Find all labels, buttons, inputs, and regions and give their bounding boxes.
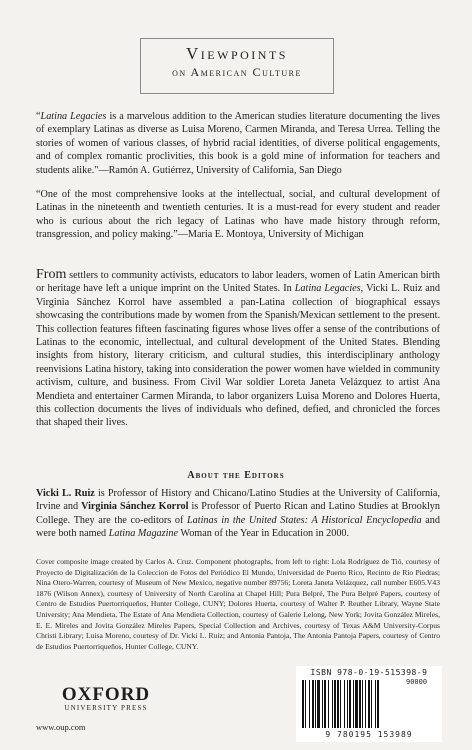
editors-magazine: Latina Magazine — [108, 528, 179, 540]
barcode-addon: 90000 — [406, 678, 428, 686]
barcode-bar — [365, 680, 366, 728]
editors-book-title: Latinas in the United States: A Historical Encyclopedia — [187, 514, 422, 526]
barcode-bar — [340, 680, 341, 728]
barcode-bar — [337, 680, 339, 728]
barcode-bar — [302, 680, 304, 728]
blurb-title: Latina Legacies — [40, 111, 107, 122]
barcode-bar — [355, 680, 358, 728]
barcode-bar — [362, 680, 363, 728]
publisher-url: www.oup.com — [36, 722, 86, 732]
barcode-bar — [344, 680, 345, 728]
description-title: Latina Legacies, — [294, 283, 364, 295]
barcode-bar — [312, 680, 314, 728]
barcode-bar — [347, 680, 348, 728]
barcode-bar — [324, 680, 326, 728]
series-subtitle: on American Culture — [172, 65, 302, 79]
barcode-bar — [334, 680, 336, 728]
barcode-bar — [309, 680, 310, 728]
publisher-logo — [36, 684, 176, 712]
barcode-bars — [302, 680, 402, 730]
editors-text-3: and were both named — [36, 514, 440, 540]
editors-heading: About the Editors — [187, 470, 285, 481]
open-quote: “ — [36, 111, 41, 122]
barcode-bar — [317, 680, 320, 728]
publisher-name: OXFORD — [61, 684, 151, 705]
barcode-bar — [371, 680, 372, 728]
barcode-bar — [375, 680, 376, 728]
barcode-bar — [353, 680, 354, 728]
barcode-bar — [305, 680, 306, 728]
blurb-montoya: “One of the most comprehensive looks at the intellectual, social, and cultural development of Latinas in the nineteenth and twentieth centuries. It is a must-read for every student and reader who is curious about the rich legacy of Latinas who have made history through reform, transgression, and policy making.”—Maria E. Montoya, University of Michigan — [36, 189, 440, 241]
description-lead: From — [36, 267, 67, 282]
barcode-bar — [349, 680, 351, 728]
isbn-text: ISBN 978-0-19-515398-9 — [310, 668, 428, 677]
editors-text-1: is Professor of History and Chicano/Latino Studies at the University of California, Irvine and — [36, 488, 440, 513]
description-part1: settlers to community activists, educators to labor leaders, women of Latin American birth or heritage have left a unique imprint on the United States. In — [36, 270, 440, 295]
cover-credits: Cover composite image created by Carlos A. Cruz. Component photographs, from left to right: Lola Rodríguez de Tió, courtesy of Proyecto de Digitalización de la Coleccion de Fotos del Periódico El Mundo, Universidad de Puerto Rico, Recinto de Río Piedras; Nina Otero-Warren, courtesy of Museum of New Mexico, negative number 89756; Loreta Janeta Velázquez, call number E605.V43 1876 (Wilson Annex), courtesy of University of North Carolina at Chapel Hill; Pura Belpré, The Pura Belpré Papers, courtesy of Centro de Estudios Puertorriqueños, Hunter College, CUNY; Dolores Huerta, courtesy of Walter P. Reuther Library, Wayne State University; Ana Mendieta, The Estate of Ana Mendieta Collection, courtesy of Galerie Lelong, New York; Jovita González Mireles, E. E. Mireles and Jovita González Mireles Papers, Special Collection and Archives, courtesy of Texas A&M University-Corpus Christi Library; Luisa Moreno, courtesy of Dr. Vicki L. Ruiz; and Antonia Pantoja, The Antonia Pantoja Papers, courtesy of Centro de Estudios Puertorriqueños, Hunter College, CUNY. — [36, 557, 440, 651]
editors-text-2: is Professor of Puerto Rican and Latino Studies at Brooklyn College. They are the co-editors of — [36, 501, 440, 526]
barcode-bar — [377, 680, 379, 728]
description-part2: Vicki L. Ruiz and Virginia Sánchez Korrol have assembled a pan-Latina collection of biographical essays showcasing the contributions made by women from the Spanish/Mexican settlement to the present. This collection features fifteen fascinating figures whose lives offer a sense of the contributions of Latinas to the economic, intellectual, and cultural development of the United States. Blending insights from history, literary criticism, and cultural studies, this interdisciplinary anthology reenvisions Latina history, taking into consideration the power women have wielded in community activism, culture, and business. From Civil War soldier Loreta Janeta Velázquez to artist Ana Mendieta and entertainer Carmen Miranda, to labor organizers Luisa Moreno and Dolores Huerta, this collection documents the lives of individuals who defined, defied, and chronicled the forces that shaped their lives. — [36, 283, 440, 429]
series-box — [140, 38, 334, 94]
editors-bio — [36, 487, 440, 541]
barcode-bar — [322, 680, 323, 728]
editor-name-1: Vicki L. Ruiz — [36, 488, 95, 499]
description — [36, 268, 440, 430]
barcode-bar — [332, 680, 333, 728]
editors-text-4: Woman of the Year in Education in 2000. — [178, 528, 350, 540]
series-title: Viewpoints — [186, 44, 288, 63]
barcode-digits: 9 780195 153989 — [325, 730, 413, 739]
barcode-bar — [315, 680, 316, 728]
editor-name-2: Virginia Sánchez Korrol — [81, 501, 189, 513]
blurb-gutierrez — [36, 110, 440, 177]
barcode-bar — [359, 680, 361, 728]
barcode-bar — [368, 680, 370, 728]
publisher-press: UNIVERSITY PRESS — [64, 704, 148, 712]
barcode-bar — [328, 680, 329, 728]
blurb-text: is a marvelous addition to the American studies literature documenting the lives of exemplary Latinas as diverse as Luisa Moreno, Carmen Miranda, and Teresa Urrea. Telling the stories of women of various classes, of hybrid racial identities, of diverse political engagements, and of complex romantic proclivities, this book is a gold mine of information for teachers and students alike."—Ramón A. Gutiérrez, University of California, San Diego — [36, 111, 440, 176]
